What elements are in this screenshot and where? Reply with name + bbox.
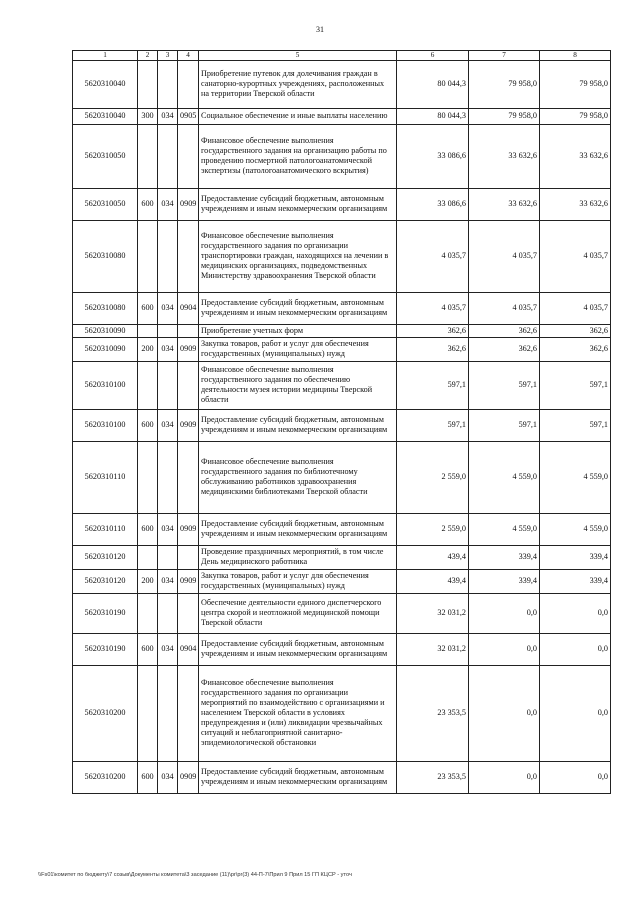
row-vr-cell: 300 xyxy=(138,108,158,124)
table-row xyxy=(73,188,611,220)
row-code-cell: 5620310110 xyxy=(73,513,138,545)
table-row xyxy=(73,761,611,793)
row-rz-cell: 034 xyxy=(158,633,178,665)
row-name-cell: Закупка товаров, работ и услуг для обеспечения государственных (муниципальных) нужд xyxy=(199,569,397,593)
table-row xyxy=(73,593,611,633)
row-pr-cell xyxy=(178,324,199,337)
row-pr-cell xyxy=(178,60,199,108)
row-code-cell: 5620310100 xyxy=(73,361,138,409)
table-row xyxy=(73,633,611,665)
row-amount-1-cell: 362,6 xyxy=(397,337,469,361)
row-code-cell: 5620310190 xyxy=(73,593,138,633)
row-amount-1-cell: 2 559,0 xyxy=(397,441,469,513)
table-row xyxy=(73,545,611,569)
row-amount-3-cell: 33 632,6 xyxy=(540,188,611,220)
row-name-cell: Предоставление субсидий бюджетным, автономным учреждениям и иным некоммерческим организациям xyxy=(199,188,397,220)
row-code-cell: 5620310050 xyxy=(73,124,138,188)
row-code-cell: 5620310090 xyxy=(73,324,138,337)
row-amount-1-cell: 80 044,3 xyxy=(397,108,469,124)
row-amount-1-cell: 80 044,3 xyxy=(397,60,469,108)
table-row xyxy=(73,108,611,124)
row-vr-cell: 200 xyxy=(138,337,158,361)
row-vr-cell: 600 xyxy=(138,513,158,545)
row-code-cell: 5620310080 xyxy=(73,292,138,324)
row-rz-cell: 034 xyxy=(158,513,178,545)
row-amount-2-cell: 79 958,0 xyxy=(469,60,540,108)
row-amount-2-cell: 4 035,7 xyxy=(469,292,540,324)
row-name-cell: Приобретение путевок для долечивания граждан в санаторно-курортных учреждениях, расположенных на территории Тверской области xyxy=(199,60,397,108)
row-amount-3-cell: 0,0 xyxy=(540,633,611,665)
column-header: 2 xyxy=(138,51,158,61)
row-pr-cell xyxy=(178,361,199,409)
row-amount-2-cell: 0,0 xyxy=(469,633,540,665)
table-body xyxy=(73,60,611,793)
row-amount-3-cell: 597,1 xyxy=(540,409,611,441)
row-pr-cell: 0909 xyxy=(178,569,199,593)
row-name-cell: Приобретение учетных форм xyxy=(199,324,397,337)
row-pr-cell xyxy=(178,545,199,569)
row-rz-cell xyxy=(158,60,178,108)
row-amount-1-cell: 439,4 xyxy=(397,545,469,569)
row-vr-cell: 600 xyxy=(138,188,158,220)
row-code-cell: 5620310080 xyxy=(73,220,138,292)
page-number: 31 xyxy=(316,25,324,34)
row-name-cell: Предоставление субсидий бюджетным, автономным учреждениям и иным некоммерческим организациям xyxy=(199,292,397,324)
row-rz-cell xyxy=(158,593,178,633)
table-row xyxy=(73,337,611,361)
row-rz-cell: 034 xyxy=(158,108,178,124)
row-amount-3-cell: 362,6 xyxy=(540,324,611,337)
row-amount-2-cell: 79 958,0 xyxy=(469,108,540,124)
row-vr-cell: 600 xyxy=(138,633,158,665)
row-name-cell: Финансовое обеспечение выполнения государственного задания по организации мероприятий по взаимодействию с организациями и населением Тверской области в условиях предупреждения и (или) ликвидации чрезвычайных ситуаций и неблагоприятной санитарно-эпидемиологической обстановки xyxy=(199,665,397,761)
row-amount-1-cell: 32 031,2 xyxy=(397,633,469,665)
row-vr-cell: 600 xyxy=(138,409,158,441)
row-amount-3-cell: 4 035,7 xyxy=(540,292,611,324)
row-vr-cell xyxy=(138,60,158,108)
row-amount-1-cell: 362,6 xyxy=(397,324,469,337)
row-pr-cell xyxy=(178,220,199,292)
row-amount-2-cell: 0,0 xyxy=(469,761,540,793)
row-amount-2-cell: 4 035,7 xyxy=(469,220,540,292)
row-code-cell: 5620310040 xyxy=(73,108,138,124)
column-header: 4 xyxy=(178,51,199,61)
row-amount-1-cell: 23 353,5 xyxy=(397,665,469,761)
row-name-cell: Предоставление субсидий бюджетным, автономным учреждениям и иным некоммерческим организациям xyxy=(199,513,397,545)
row-rz-cell xyxy=(158,665,178,761)
row-name-cell: Предоставление субсидий бюджетным, автономным учреждениям и иным некоммерческим организациям xyxy=(199,633,397,665)
file-path-footer: \\Fs01\комитет по бюджету\7 созыв\Документы комитета\3 заседание (11)\pr\pr(3) 44-П-7\Прил 9 Прил 15 ГП КЦСР - уточ xyxy=(38,872,352,878)
table-row xyxy=(73,324,611,337)
row-amount-3-cell: 0,0 xyxy=(540,593,611,633)
row-name-cell: Обеспечение деятельности единого диспетчерского центра скорой и неотложной медицинской помощи Тверской области xyxy=(199,593,397,633)
row-amount-2-cell: 597,1 xyxy=(469,409,540,441)
row-rz-cell: 034 xyxy=(158,409,178,441)
row-pr-cell: 0904 xyxy=(178,292,199,324)
row-pr-cell: 0909 xyxy=(178,337,199,361)
table-row xyxy=(73,513,611,545)
row-amount-3-cell: 0,0 xyxy=(540,761,611,793)
row-code-cell: 5620310200 xyxy=(73,665,138,761)
row-amount-2-cell: 0,0 xyxy=(469,665,540,761)
table-row xyxy=(73,665,611,761)
row-amount-1-cell: 597,1 xyxy=(397,409,469,441)
row-name-cell: Финансовое обеспечение выполнения государственного задания по организации транспортировки граждан, находящихся на лечении в медицинских организациях, подведомственных Министерству здравоохранения Тверской области xyxy=(199,220,397,292)
row-vr-cell xyxy=(138,324,158,337)
row-pr-cell: 0905 xyxy=(178,108,199,124)
row-name-cell: Финансовое обеспечение выполнения государственного задания на организацию работы по проведению посмертной патологоанатомической экспертизы (патологоанатомического вскрытия) xyxy=(199,124,397,188)
column-header: 7 xyxy=(469,51,540,61)
row-amount-3-cell: 339,4 xyxy=(540,545,611,569)
row-amount-3-cell: 597,1 xyxy=(540,361,611,409)
row-amount-2-cell: 362,6 xyxy=(469,337,540,361)
row-pr-cell xyxy=(178,124,199,188)
row-code-cell: 5620310050 xyxy=(73,188,138,220)
row-amount-1-cell: 33 086,6 xyxy=(397,188,469,220)
row-amount-3-cell: 79 958,0 xyxy=(540,108,611,124)
row-vr-cell xyxy=(138,361,158,409)
row-rz-cell xyxy=(158,361,178,409)
row-vr-cell xyxy=(138,545,158,569)
table-row xyxy=(73,441,611,513)
row-code-cell: 5620310100 xyxy=(73,409,138,441)
row-rz-cell: 034 xyxy=(158,188,178,220)
row-pr-cell: 0909 xyxy=(178,188,199,220)
row-amount-2-cell: 0,0 xyxy=(469,593,540,633)
row-pr-cell xyxy=(178,441,199,513)
row-rz-cell xyxy=(158,124,178,188)
row-amount-2-cell: 4 559,0 xyxy=(469,513,540,545)
row-vr-cell: 600 xyxy=(138,292,158,324)
row-rz-cell: 034 xyxy=(158,337,178,361)
row-amount-1-cell: 2 559,0 xyxy=(397,513,469,545)
row-rz-cell xyxy=(158,220,178,292)
row-vr-cell xyxy=(138,124,158,188)
column-header: 8 xyxy=(540,51,611,61)
row-amount-1-cell: 33 086,6 xyxy=(397,124,469,188)
row-pr-cell: 0904 xyxy=(178,633,199,665)
table-row xyxy=(73,409,611,441)
row-amount-2-cell: 33 632,6 xyxy=(469,124,540,188)
row-amount-2-cell: 362,6 xyxy=(469,324,540,337)
row-name-cell: Финансовое обеспечение выполнения государственного задания по обеспечению деятельности музея истории медицины Тверской области xyxy=(199,361,397,409)
column-header: 5 xyxy=(199,51,397,61)
table-row xyxy=(73,220,611,292)
row-amount-1-cell: 32 031,2 xyxy=(397,593,469,633)
row-vr-cell xyxy=(138,593,158,633)
row-amount-1-cell: 23 353,5 xyxy=(397,761,469,793)
column-header: 6 xyxy=(397,51,469,61)
row-name-cell: Закупка товаров, работ и услуг для обеспечения государственных (муниципальных) нужд xyxy=(199,337,397,361)
row-amount-1-cell: 597,1 xyxy=(397,361,469,409)
row-rz-cell: 034 xyxy=(158,569,178,593)
row-code-cell: 5620310120 xyxy=(73,569,138,593)
table-row xyxy=(73,124,611,188)
row-name-cell: Социальное обеспечение и иные выплаты населению xyxy=(199,108,397,124)
table-row xyxy=(73,60,611,108)
row-code-cell: 5620310190 xyxy=(73,633,138,665)
row-code-cell: 5620310040 xyxy=(73,60,138,108)
row-vr-cell xyxy=(138,441,158,513)
row-name-cell: Финансовое обеспечение выполнения государственного задания по библиотечному обслуживанию работников здравоохранения медицинскими библиотеками Тверской области xyxy=(199,441,397,513)
row-vr-cell: 600 xyxy=(138,761,158,793)
row-name-cell: Предоставление субсидий бюджетным, автономным учреждениям и иным некоммерческим организациям xyxy=(199,409,397,441)
table-row xyxy=(73,361,611,409)
row-pr-cell: 0909 xyxy=(178,409,199,441)
header-row xyxy=(73,51,611,61)
row-rz-cell xyxy=(158,545,178,569)
table-row xyxy=(73,569,611,593)
row-amount-3-cell: 339,4 xyxy=(540,569,611,593)
row-vr-cell: 200 xyxy=(138,569,158,593)
row-amount-3-cell: 362,6 xyxy=(540,337,611,361)
row-vr-cell xyxy=(138,220,158,292)
row-name-cell: Предоставление субсидий бюджетным, автономным учреждениям и иным некоммерческим организациям xyxy=(199,761,397,793)
budget-table xyxy=(72,50,611,794)
row-amount-3-cell: 4 559,0 xyxy=(540,441,611,513)
row-pr-cell: 0909 xyxy=(178,761,199,793)
row-rz-cell xyxy=(158,441,178,513)
row-code-cell: 5620310090 xyxy=(73,337,138,361)
row-amount-3-cell: 33 632,6 xyxy=(540,124,611,188)
column-header: 1 xyxy=(73,51,138,61)
row-pr-cell xyxy=(178,593,199,633)
column-header: 3 xyxy=(158,51,178,61)
row-code-cell: 5620310120 xyxy=(73,545,138,569)
row-amount-3-cell: 4 035,7 xyxy=(540,220,611,292)
row-rz-cell: 034 xyxy=(158,761,178,793)
row-pr-cell: 0909 xyxy=(178,513,199,545)
row-amount-3-cell: 4 559,0 xyxy=(540,513,611,545)
row-amount-3-cell: 0,0 xyxy=(540,665,611,761)
row-vr-cell xyxy=(138,665,158,761)
row-amount-1-cell: 439,4 xyxy=(397,569,469,593)
row-pr-cell xyxy=(178,665,199,761)
row-code-cell: 5620310110 xyxy=(73,441,138,513)
row-amount-1-cell: 4 035,7 xyxy=(397,220,469,292)
row-amount-2-cell: 33 632,6 xyxy=(469,188,540,220)
row-name-cell: Проведение праздничных мероприятий, в том числе День медицинского работника xyxy=(199,545,397,569)
row-code-cell: 5620310200 xyxy=(73,761,138,793)
row-rz-cell xyxy=(158,324,178,337)
row-rz-cell: 034 xyxy=(158,292,178,324)
row-amount-2-cell: 4 559,0 xyxy=(469,441,540,513)
row-amount-1-cell: 4 035,7 xyxy=(397,292,469,324)
table-row xyxy=(73,292,611,324)
row-amount-2-cell: 597,1 xyxy=(469,361,540,409)
row-amount-2-cell: 339,4 xyxy=(469,545,540,569)
row-amount-2-cell: 339,4 xyxy=(469,569,540,593)
row-amount-3-cell: 79 958,0 xyxy=(540,60,611,108)
